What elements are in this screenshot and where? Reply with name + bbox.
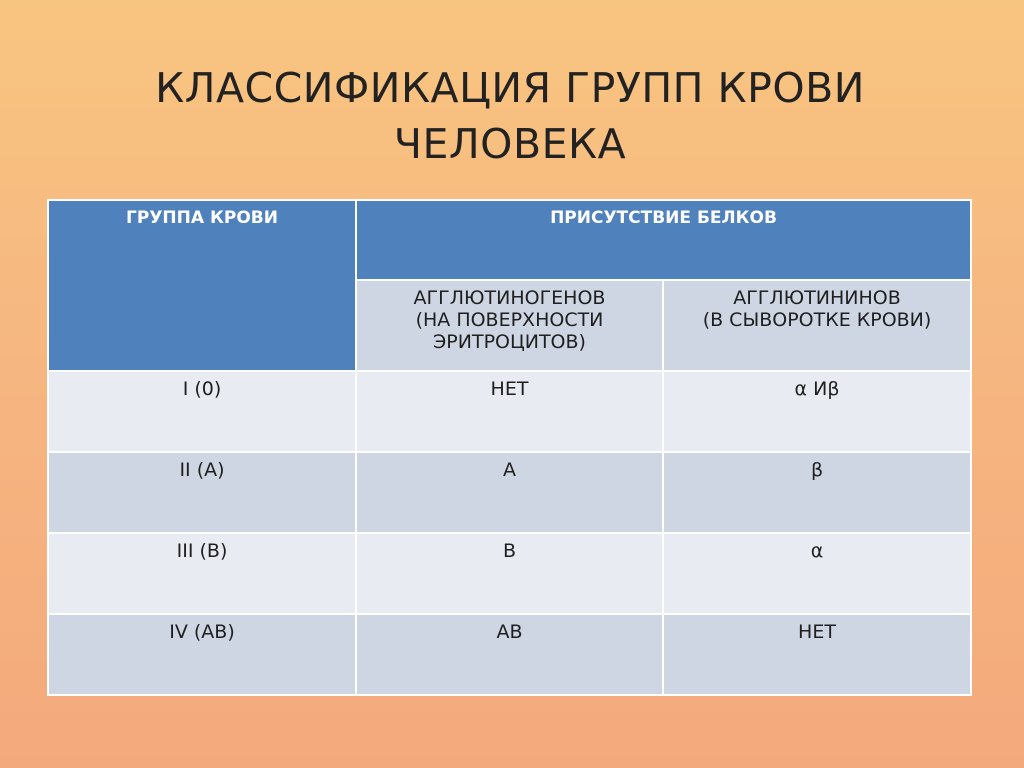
cell-blood-group: I (0) <box>48 371 356 452</box>
subheader-agglutinogens <box>356 280 663 371</box>
header-blood-group: ГРУППА КРОВИ <box>48 200 356 371</box>
table-row <box>48 533 971 614</box>
cell-agglutinins: НЕТ <box>663 614 971 695</box>
subheader-agglutinogens-line-1: АГГЛЮТИНОГЕНОВ <box>413 287 606 309</box>
table-row <box>48 452 971 533</box>
table-header-row <box>48 200 971 280</box>
subheader-agglutinins <box>663 280 971 371</box>
table-row <box>48 371 971 452</box>
cell-blood-group: IV (AB) <box>48 614 356 695</box>
cell-blood-group: III (B) <box>48 533 356 614</box>
cell-agglutinogens: AB <box>356 614 663 695</box>
page-title <box>150 60 870 172</box>
cell-blood-group: II (A) <box>48 452 356 533</box>
subheader-agglutinogens-line-2: (НА ПОВЕРХНОСТИ <box>415 309 604 331</box>
header-protein-presence: ПРИСУТСТВИЕ БЕЛКОВ <box>356 200 971 280</box>
blood-groups-table <box>47 199 972 696</box>
cell-agglutinogens: НЕТ <box>356 371 663 452</box>
cell-agglutinogens: A <box>356 452 663 533</box>
cell-agglutinogens: B <box>356 533 663 614</box>
title-line-2: ЧЕЛОВЕКА <box>393 120 627 168</box>
cell-agglutinins: α <box>663 533 971 614</box>
subheader-agglutinogens-line-3: ЭРИТРОЦИТОВ) <box>433 331 586 353</box>
title-line-1: КЛАССИФИКАЦИЯ ГРУПП КРОВИ <box>155 64 865 112</box>
cell-agglutinins: β <box>663 452 971 533</box>
subheader-agglutinins-line-2: (В СЫВОРОТКЕ КРОВИ) <box>702 309 932 331</box>
table-row <box>48 614 971 695</box>
cell-agglutinins: α Иβ <box>663 371 971 452</box>
subheader-agglutinins-line-1: АГГЛЮТИНИНОВ <box>733 287 901 309</box>
